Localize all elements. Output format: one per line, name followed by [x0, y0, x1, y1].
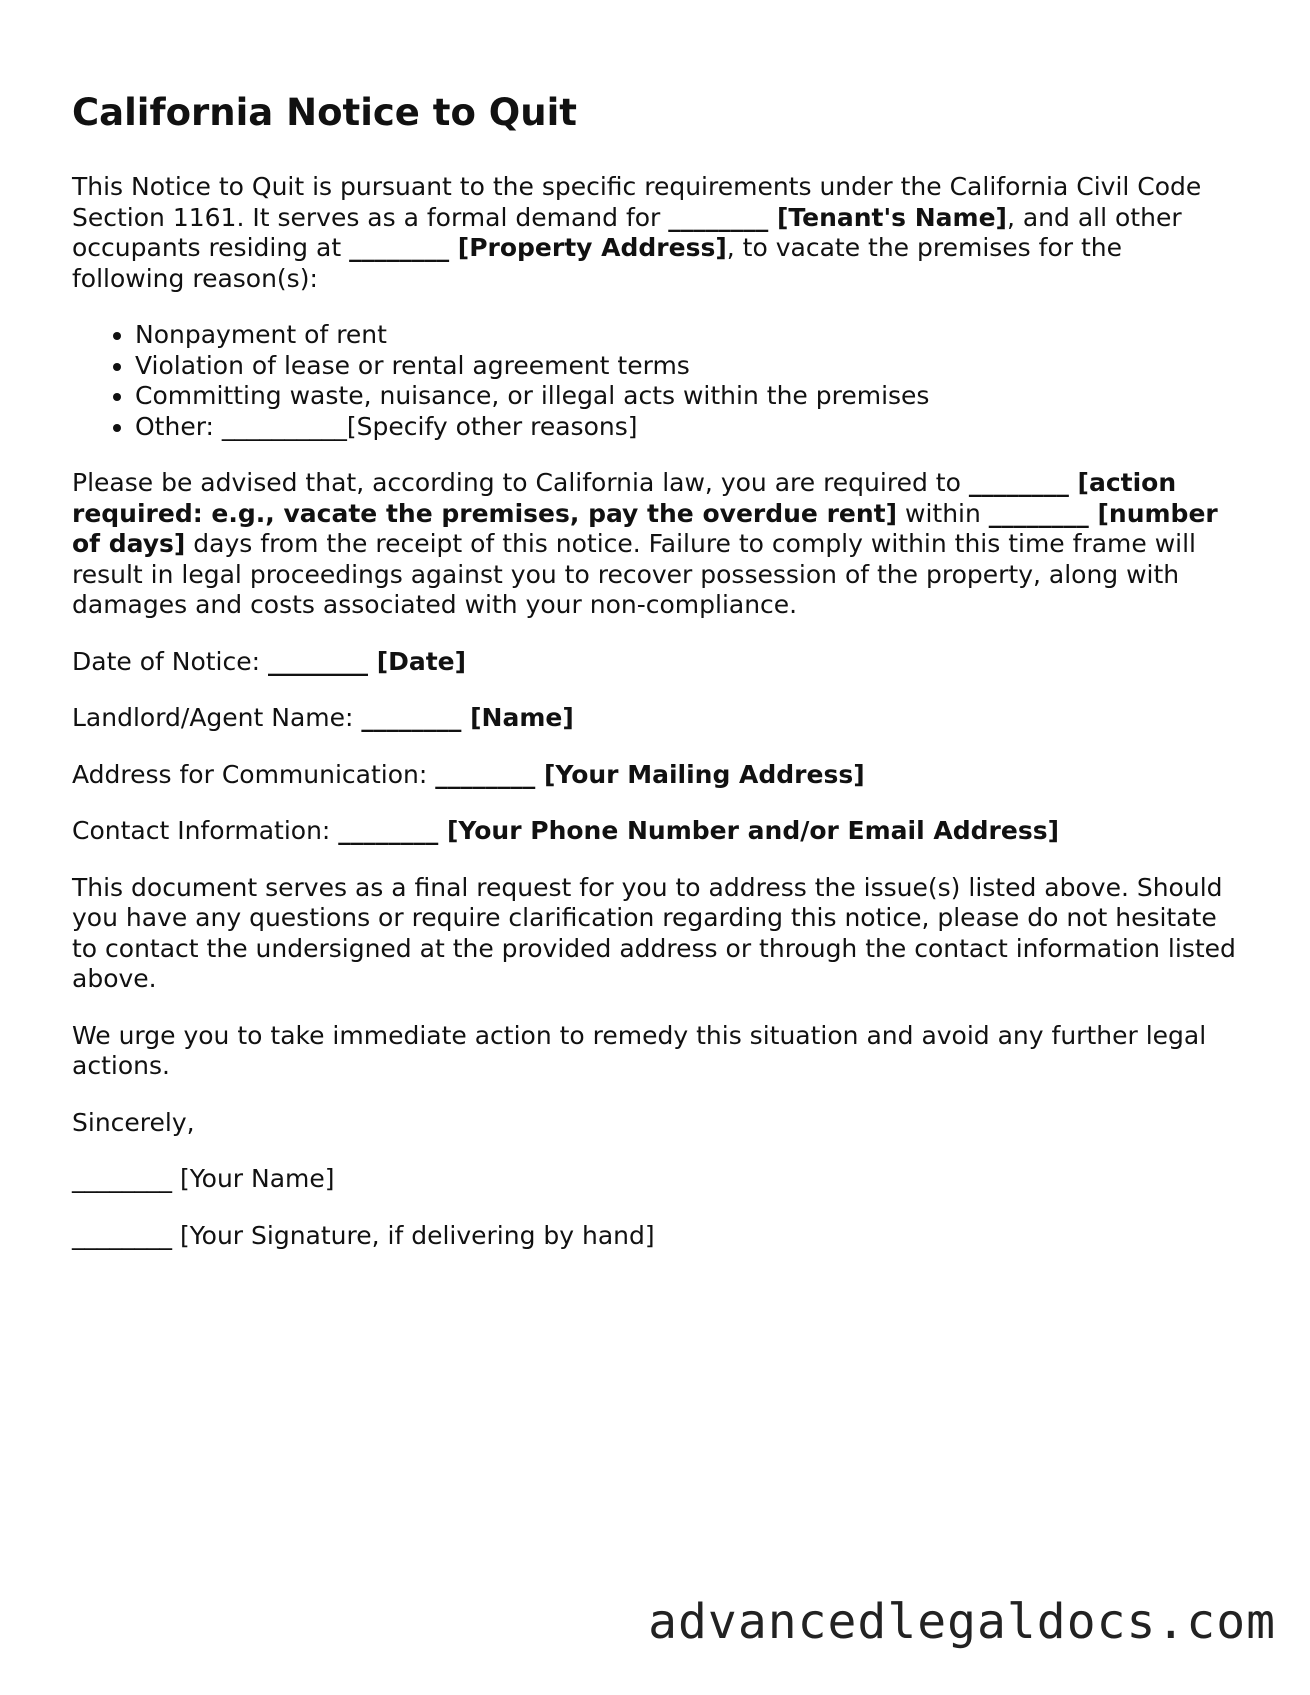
- urge-paragraph: We urge you to take immediate action to remedy this situation and avoid any further legal actions.: [72, 1020, 1207, 1080]
- reason-item: • Other: __________[Specify other reasons]: [135, 412, 1242, 443]
- document-page: [72, 88, 1242, 1277]
- landlord-label: Landlord/Agent Name:: [72, 703, 362, 732]
- advisory-text-1: Please be advised that, according to California law, you are required to: [72, 468, 969, 497]
- brand-watermark: advancedlegaldocs.com: [648, 1594, 1276, 1650]
- advisory-text-3: days from the receipt of this notice. Failure to comply within this time frame will result in legal proceedings against you to recover possession of the property, along with damages and costs associated with your non-compliance.: [72, 529, 1197, 619]
- property-address-field: ________ [Property Address]: [349, 233, 727, 262]
- sign-off: Sincerely,: [72, 1107, 195, 1137]
- contact-field: ________ [Your Phone Number and/or Email Address]: [338, 816, 1059, 845]
- mailing-address-field: ________ [Your Mailing Address]: [435, 759, 865, 789]
- landlord-name-field: ________ [Name]: [361, 703, 574, 732]
- reason-item: • Committing waste, nuisance, or illegal acts within the premises: [135, 381, 1242, 412]
- landlord-name-line: [72, 703, 1242, 734]
- number-of-days-field: ________ [number of days]: [72, 498, 1218, 558]
- intro-text-3: , to vacate the premises for the following reason(s):: [72, 233, 1123, 293]
- signature-line: ________ [Your Signature, if delivering by hand]: [72, 1220, 655, 1250]
- communication-address-line: [72, 760, 1242, 791]
- reason-item: • Violation of lease or rental agreement terms: [135, 351, 1242, 382]
- closing-paragraph: This document serves as a final request for you to address the issue(s) listed above. Should you have any questions or require clarification regarding this notice, please do not hesitate to contact the undersigned at the provided address or through the contact information listed above.: [72, 872, 1236, 993]
- intro-paragraph: [72, 172, 1242, 294]
- communication-label: Address for Communication:: [72, 759, 436, 789]
- reason-item: • Nonpayment of rent: [135, 320, 1242, 351]
- action-required-field: ________ [action required: e.g., vacate the premises, pay the overdue rent]: [72, 468, 1177, 528]
- date-label: Date of Notice:: [72, 646, 268, 676]
- document-title: California Notice to Quit: [72, 91, 577, 134]
- tenant-name-field: ________ [Tenant's Name]: [668, 202, 1007, 232]
- advisory-paragraph: [72, 468, 1242, 621]
- advisory-text-2: within: [897, 498, 989, 528]
- contact-label: Contact Information:: [72, 816, 339, 845]
- reasons-list: [72, 320, 1242, 442]
- date-of-notice-line: [72, 647, 1242, 678]
- intro-text-1: This Notice to Quit is pursuant to the specific requirements under the California Civil Code Section 1161. It serves as a formal demand for: [72, 172, 1202, 232]
- intro-text-2: , and all other occupants residing at: [72, 202, 1182, 262]
- contact-information-line: [72, 816, 1242, 847]
- your-name-line: ________ [Your Name]: [72, 1164, 335, 1193]
- date-field: ________ [Date]: [267, 646, 467, 676]
